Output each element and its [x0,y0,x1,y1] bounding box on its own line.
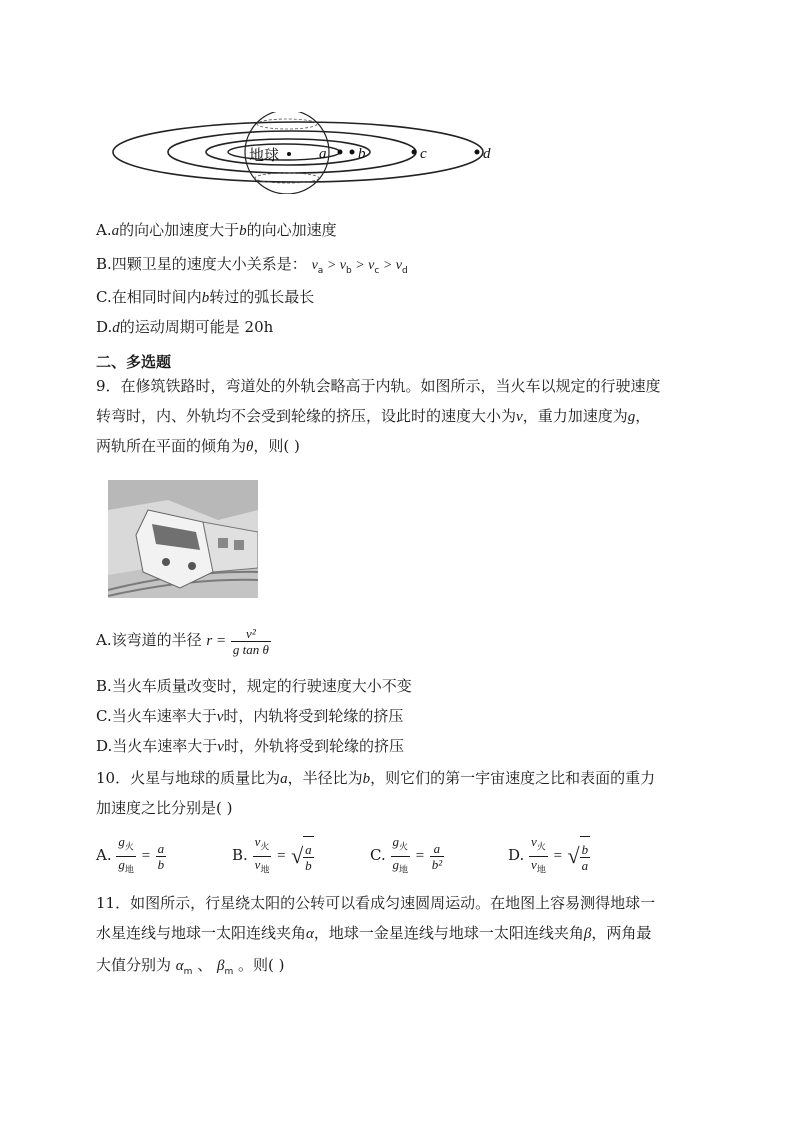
text: ，半径比为 [287,769,363,787]
satellite-c [412,150,417,155]
formula-lhs: r = [206,633,227,649]
sqrt-sign: √ [567,843,580,869]
q9-line1: 9．在修筑铁路时，弯道处的外轨会略高于内轨。如图所示，当火车以规定的行驶速度 [96,377,661,395]
text: ， [635,407,651,425]
text: D.当火车速率大于 [96,737,218,755]
latitude-top [257,119,317,129]
denominator: b² [431,856,443,872]
numerator: a [305,842,312,858]
text: 10．火星与地球的质量比为 [96,769,281,787]
earth: 地 [260,865,270,876]
text: 的运动周期可能是 20h [119,318,274,336]
denominator [529,857,548,879]
equals: = [414,848,425,865]
q10-option-a [96,834,166,874]
denominator [116,857,136,879]
earth-label: 地球 [249,146,280,164]
v: v [254,834,261,849]
var: d [112,320,120,336]
satellite-b [350,150,355,155]
q9-line2 [96,406,650,427]
option-label: D. [508,846,525,865]
v: v [254,856,261,872]
fraction-numerator: v² [231,626,271,642]
text: ，则( ) [253,437,300,455]
q8-option-b [96,254,408,281]
text: 时，外轨将受到轮缘的挤压 [223,737,404,755]
fraction [156,841,167,872]
sqrt-sign: √ [291,843,304,869]
var: b [362,771,371,787]
label-b: b [358,146,366,162]
subscript: m [183,967,193,977]
text: ，地球一金星连线与地球一太阳连线夹角 [313,924,584,942]
denominator [253,857,272,879]
orbit-diagram [112,112,512,194]
numerator [253,834,272,857]
v: v [531,834,537,849]
text: B.四颗卫星的速度大小关系是： [96,255,307,273]
var: α [306,926,314,942]
q11-line1: 11．如图所示，行星绕太阳的公转可以看成匀速圆周运动。在地图上容易测得地球一 [96,894,656,912]
train-photo [108,480,258,598]
text: ，则它们的第一宇宙速度之比和表面的重力 [370,769,656,787]
equals: = [276,848,287,865]
denominator [391,857,411,879]
text: 转过的弧长最长 [209,288,315,306]
var: v [516,409,523,425]
text: C.在相同时间内 [96,288,202,306]
var: v [216,709,224,725]
denominator: b [305,858,312,874]
equals: = [140,848,151,865]
q10-line2: 加速度之比分别是( ) [96,799,233,817]
separator: 、 [192,956,217,974]
g: g [392,856,399,872]
q10-line1 [96,768,655,789]
section-title: 二、多选题 [96,353,172,371]
option-label: B. [232,846,248,865]
fraction-denominator: g tan θ [232,641,269,657]
numerator: b [581,842,589,858]
earth: 地 [124,865,134,876]
orbit-b [206,139,370,165]
q9-line3 [96,436,300,457]
q9-option-d [96,736,404,757]
radius-fraction [231,626,271,657]
q9-option-b: B.当火车质量改变时，规定的行驶速度大小不变 [96,677,412,695]
mars: 火 [124,842,134,853]
q8-option-c [96,287,314,308]
text: 。则( ) [233,956,285,974]
numerator [529,834,548,857]
q9-option-c [96,706,403,727]
var: β [583,926,592,942]
denominator: b [157,856,165,872]
denominator: a [581,858,589,874]
earth: 地 [536,865,546,876]
sqrt-body [303,836,314,877]
var: b [239,223,247,239]
q11-line3 [96,955,285,982]
var: g [627,409,636,425]
q10-option-b [232,834,314,874]
numerator [391,834,411,857]
text: D. [96,318,113,336]
numerator: a [157,840,165,856]
earth: 地 [399,865,409,876]
text: A.该弯道的半径 [96,631,202,649]
mars: 火 [260,842,270,853]
q8-option-d [96,317,273,338]
train-illustration [108,480,258,598]
var: a [280,771,288,787]
equals: = [552,848,563,865]
subscript: m [224,967,234,977]
fraction [529,834,548,878]
v: v [531,856,537,872]
text: C.当火车速率大于 [96,707,217,725]
text: A. [96,221,112,239]
fraction [391,834,411,878]
var: a [111,223,120,239]
option-label: C. [370,846,386,865]
fraction [430,841,444,872]
text: 大值分别为 [96,956,172,974]
text: 时，内轨将受到轮缘的挤压 [223,707,404,725]
numerator: a [430,841,444,857]
numerator [116,834,136,857]
text: 转弯时，内、外轨均不会受到轮缘的挤压，设此时的速度大小为 [96,407,517,425]
var: θ [246,439,254,455]
mars: 火 [399,842,409,853]
var: b [201,290,210,306]
q10-option-c [370,834,444,874]
fraction [303,842,314,873]
speed-relation: $v_a > v_b > v_c > v_d$ [311,258,408,276]
sqrt-body [580,836,591,877]
text: 水星连线与地球一太阳连线夹角 [96,924,307,942]
text: 的向心加速度 [246,221,337,239]
q8-option-a [96,220,337,241]
g: g [118,834,125,849]
label-a: a [319,146,327,162]
g: g [392,834,399,849]
fraction [253,834,272,878]
option-label: A. [96,846,112,865]
text: 的向心加速度大于 [119,221,240,239]
text: ，两角最 [591,924,652,942]
satellite-a [338,150,343,155]
beta-max: β [217,958,225,974]
q9-option-a [96,622,271,658]
text: 两轨所在平面的倾角为 [96,437,247,455]
var: v [217,739,224,755]
fraction [580,842,591,873]
mars: 火 [536,842,546,853]
satellite-d [475,150,480,155]
earth-center [287,152,291,156]
q11-line2 [96,923,651,944]
g: g [118,856,125,872]
q10-option-d [508,834,590,874]
label-d: d [483,146,491,162]
text: ，重力加速度为 [522,407,628,425]
fraction [116,834,136,878]
alpha-max: α [175,958,184,974]
label-c: c [420,146,427,162]
